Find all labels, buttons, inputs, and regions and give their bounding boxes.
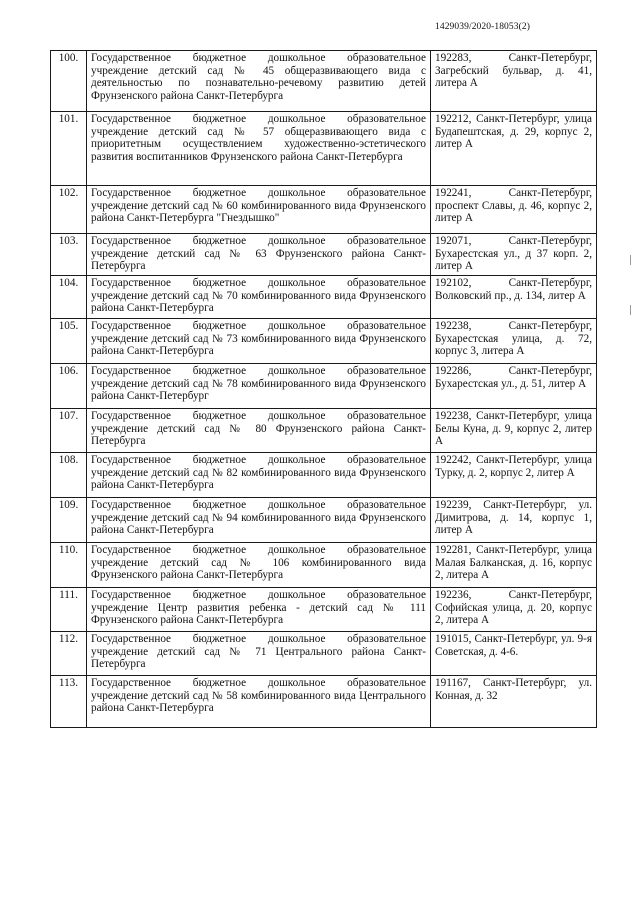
institution-name: Государственное бюджетное дошкольное образовательное учреждение детский сад № 58 комбинированного вида Центрального района Санкт-Петербурга [87, 676, 431, 728]
table-row [51, 453, 597, 498]
table-row [51, 112, 597, 186]
institution-name: Государственное бюджетное дошкольное образовательное учреждение детский сад № 106 комбинированного вида Фрунзенского района Санкт-Петербурга [87, 543, 431, 588]
row-number: 100. [51, 51, 87, 112]
table-row [51, 51, 597, 112]
table-row [51, 409, 597, 453]
institution-name: Государственное бюджетное дошкольное образовательное учреждение детский сад № 80 Фрунзенского района Санкт-Петербурга [87, 409, 431, 453]
institution-address: 191015, Санкт-Петербург, ул. 9-я Советская, д. 4-6. [431, 632, 597, 676]
institution-address: 192102, Санкт-Петербург, Волковский пр., д. 134, литер А [431, 276, 597, 319]
row-number: 109. [51, 498, 87, 543]
row-number: 106. [51, 364, 87, 409]
table-body [51, 51, 597, 728]
institution-name: Государственное бюджетное дошкольное образовательное учреждение детский сад № 63 Фрунзенского района Санкт-Петербурга [87, 234, 431, 276]
row-number: 110. [51, 543, 87, 588]
table-row [51, 632, 597, 676]
table-row [51, 588, 597, 632]
institution-address: 192242, Санкт-Петербург, улица Турку, д. 2, корпус 2, литер А [431, 453, 597, 498]
row-number: 104. [51, 276, 87, 319]
institution-name: Государственное бюджетное дошкольное образовательное учреждение детский сад № 70 комбинированного вида Фрунзенского района Санкт-Петербурга [87, 276, 431, 319]
institution-name: Государственное бюджетное дошкольное образовательное учреждение Центр развития ребенка - детский сад № 111 Фрунзенского района Санкт-Петербурга [87, 588, 431, 632]
institution-name: Государственное бюджетное дошкольное образовательное учреждение детский сад № 57 общеразвивающего вида с приоритетным осуществлением художественно-эстетического развития воспитанников Фрунзенского района Санкт-Петербурга [87, 112, 431, 186]
institution-address: 192239, Санкт-Петербург, ул. Димитрова, д. 14, корпус 1, литер А [431, 498, 597, 543]
institution-name: Государственное бюджетное дошкольное образовательное учреждение детский сад № 73 комбинированного вида Фрунзенского района Санкт-Петербурга [87, 319, 431, 364]
margin-mark [630, 255, 631, 265]
row-number: 101. [51, 112, 87, 186]
row-number: 105. [51, 319, 87, 364]
institution-name: Государственное бюджетное дошкольное образовательное учреждение детский сад № 94 комбинированного вида Фрунзенского района Санкт-Петербурга [87, 498, 431, 543]
row-number: 111. [51, 588, 87, 632]
document-number: 1429039/2020-18053(2) [435, 22, 530, 32]
institution-name: Государственное бюджетное дошкольное образовательное учреждение детский сад № 45 общеразвивающего вида с деятельностью по познавательно-речевому развитию детей Фрунзенского района Санкт-Петербурга [87, 51, 431, 112]
row-number: 112. [51, 632, 87, 676]
table-row [51, 186, 597, 234]
table-row [51, 364, 597, 409]
table-row [51, 319, 597, 364]
institution-name: Государственное бюджетное дошкольное образовательное учреждение детский сад № 78 комбинированного вида Фрунзенского района Санкт-Петербург [87, 364, 431, 409]
institution-address: 192286, Санкт-Петербург, Бухарестская ул., д. 51, литер А [431, 364, 597, 409]
row-number: 102. [51, 186, 87, 234]
table-row [51, 676, 597, 728]
table-row [51, 276, 597, 319]
institution-address: 192238, Санкт-Петербург, улица Белы Куна, д. 9, корпус 2, литер А [431, 409, 597, 453]
institution-name: Государственное бюджетное дошкольное образовательное учреждение детский сад № 60 комбинированного вида Фрунзенского района Санкт-Петербурга "Гнездышко" [87, 186, 431, 234]
institution-name: Государственное бюджетное дошкольное образовательное учреждение детский сад № 71 Центрального района Санкт-Петербурга [87, 632, 431, 676]
institutions-table [50, 50, 597, 728]
institution-address: 192241, Санкт-Петербург, проспект Славы, д. 46, корпус 2, литер А [431, 186, 597, 234]
table-row [51, 234, 597, 276]
institution-address: 191167, Санкт-Петербург, ул. Конная, д. 32 [431, 676, 597, 728]
institution-address: 192238, Санкт-Петербург, Бухарестская улица, д. 72, корпус 3, литера А [431, 319, 597, 364]
institution-address: 192212, Санкт-Петербург, улица Будапештская, д. 29, корпус 2, литер А [431, 112, 597, 186]
row-number: 108. [51, 453, 87, 498]
margin-mark [630, 305, 631, 315]
institution-address: 192281, Санкт-Петербург, улица Малая Балканская, д. 16, корпус 2, литера А [431, 543, 597, 588]
institution-address: 192283, Санкт-Петербург, Загребский бульвар, д. 41, литера А [431, 51, 597, 112]
table-row [51, 543, 597, 588]
institution-address: 192071, Санкт-Петербург, Бухарестская ул., д 37 корп. 2, литер А [431, 234, 597, 276]
row-number: 103. [51, 234, 87, 276]
institution-address: 192236, Санкт-Петербург, Софийская улица, д. 20, корпус 2, литера А [431, 588, 597, 632]
table-row [51, 498, 597, 543]
row-number: 113. [51, 676, 87, 728]
institution-name: Государственное бюджетное дошкольное образовательное учреждение детский сад № 82 комбинированного вида Фрунзенского района Санкт-Петербурга [87, 453, 431, 498]
row-number: 107. [51, 409, 87, 453]
